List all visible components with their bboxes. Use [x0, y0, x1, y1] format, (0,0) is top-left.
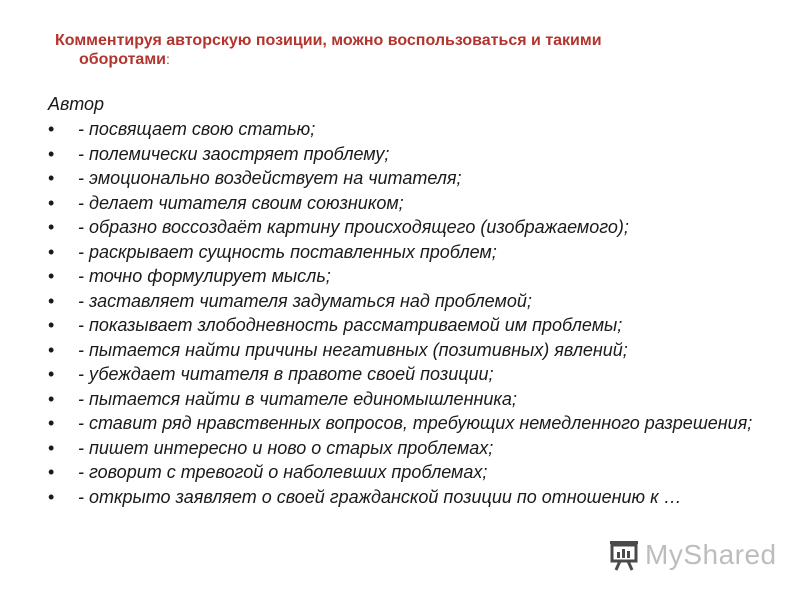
list-item-text: - делает читателя своим союзником;	[78, 192, 404, 213]
list-item-text: - образно воссоздаёт картину происходящего (изображаемого);	[78, 217, 629, 237]
list-item	[48, 413, 768, 433]
list-item	[48, 291, 768, 311]
list-item-text: - раскрывает сущность поставленных проблем;	[78, 241, 497, 262]
list-item-text: - эмоционально воздействует на читателя;	[78, 168, 462, 188]
subject-label: Автор	[48, 94, 105, 114]
bullet-icon: •	[48, 241, 55, 262]
list-item-text: - открыто заявляет о своей гражданской позиции по отношению к …	[78, 486, 682, 507]
list-item	[48, 340, 768, 360]
list-item-text: - пишет интересно и ново о старых проблемах;	[78, 437, 494, 458]
slide-title-colon: :	[165, 51, 170, 67]
list-item	[48, 119, 768, 139]
watermark-logo	[607, 537, 777, 573]
list-item-text: - говорит с тревогой о наболевших проблемах;	[78, 462, 488, 482]
phrase-list	[48, 119, 768, 511]
list-item	[48, 168, 768, 188]
bullet-icon: •	[48, 192, 55, 213]
list-item	[48, 266, 768, 286]
list-item	[48, 438, 768, 458]
bullet-icon: •	[48, 486, 55, 507]
slide-title	[55, 32, 695, 69]
bullet-icon: •	[48, 315, 55, 335]
list-item-text: - полемически заостряет проблему;	[78, 143, 390, 164]
list-item	[48, 462, 768, 482]
bullet-icon: •	[48, 339, 55, 360]
list-item-text: - точно формулирует мысль;	[78, 266, 331, 286]
list-item-text: - посвящает свою статью;	[78, 119, 316, 139]
bullet-icon: •	[48, 217, 55, 237]
slide-title-line1: Комментируя авторскую позиции, можно воспользоваться и такими	[55, 32, 602, 49]
bullet-icon: •	[48, 462, 55, 482]
bullet-icon: •	[48, 388, 55, 409]
bullet-icon: •	[48, 119, 55, 139]
list-item-text: - пытается найти причины негативных (позитивных) явлений;	[78, 339, 628, 360]
list-item	[48, 315, 768, 335]
slide-title-line2-wrap	[55, 50, 695, 69]
bullet-icon: •	[48, 143, 55, 164]
watermark-text: MyShared	[645, 539, 777, 570]
list-item-text: - убеждает читателя в правоте своей позиции;	[78, 364, 494, 384]
list-item	[48, 217, 768, 237]
list-item	[48, 144, 768, 164]
bullet-icon: •	[48, 413, 55, 433]
list-item	[48, 389, 768, 409]
slide-title-line2: оборотами	[79, 51, 166, 68]
list-item	[48, 487, 768, 507]
list-item-text: - ставит ряд нравственных вопросов, требующих немедленного разрешения;	[78, 413, 753, 433]
bullet-icon: •	[48, 168, 55, 188]
list-item	[48, 364, 768, 384]
bullet-icon: •	[48, 290, 55, 311]
bullet-icon: •	[48, 437, 55, 458]
bullet-icon: •	[48, 266, 55, 286]
list-item-text: - заставляет читателя задуматься над проблемой;	[78, 290, 532, 311]
bullet-icon: •	[48, 364, 55, 384]
list-item-text: - показывает злободневность рассматриваемой им проблемы;	[78, 315, 623, 335]
list-item	[48, 242, 768, 262]
list-item	[48, 193, 768, 213]
list-item-text: - пытается найти в читателе единомышленника;	[78, 388, 517, 409]
presentation-board-icon	[607, 538, 641, 572]
